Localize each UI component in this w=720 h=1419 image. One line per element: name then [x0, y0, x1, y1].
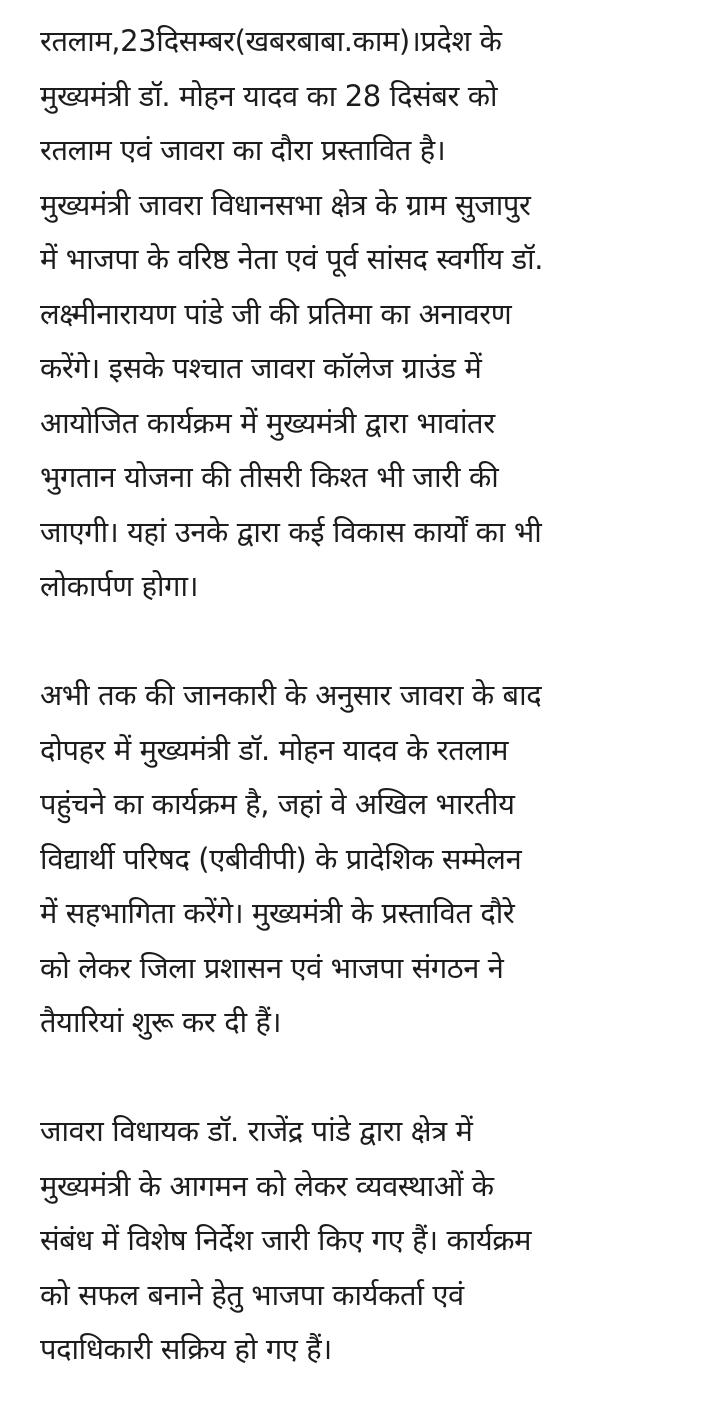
text-line: को सफल बनाने हेतु भाजपा कार्यकर्ता एवं: [40, 1277, 464, 1312]
text-line: जावरा विधायक डॉ. राजेंद्र पांडे द्वारा क्षेत्र में: [40, 1114, 473, 1148]
text-line: को लेकर जिला प्रशासन एवं भाजपा संगठन ने: [40, 950, 504, 985]
text-line: मुख्यमंत्री जावरा विधानसभा क्षेत्र के ग्राम सुजापुर: [40, 187, 531, 222]
text-line: तैयारियां शुरू कर दी हैं।: [40, 1005, 282, 1039]
text-line: आयोजित कार्यक्रम में मुख्यमंत्री द्वारा भावांतर: [40, 405, 495, 440]
text-line: विद्यार्थी परिषद (एबीवीपी) के प्रादेशिक सम्मेलन: [40, 841, 522, 876]
text-line: लोकार्पण होगा।: [40, 569, 199, 603]
text-line: दोपहर में मुख्यमंत्री डॉ. मोहन यादव के रतलाम: [40, 732, 509, 767]
text-line: करेंगे। इसके पश्चात जावरा कॉलेज ग्राउंड में: [40, 351, 482, 385]
text-line: रतलाम एवं जावरा का दौरा प्रस्तावित है।: [40, 133, 446, 167]
paragraph-3: [40, 1104, 686, 1377]
text-line: भुगतान योजना की तीसरी किश्त भी जारी की: [40, 460, 499, 494]
text-line: लक्ष्मीनारायण पांडे जी की प्रतिमा का अनावरण: [40, 296, 512, 331]
text-line: रतलाम,23दिसम्बर(खबरबाबा.काम)।प्रदेश के: [40, 24, 502, 58]
text-line: अभी तक की जानकारी के अनुसार जावरा के बाद: [40, 678, 542, 712]
text-line: मुख्यमंत्री डॉ. मोहन यादव का 28 दिसंबर को: [40, 78, 498, 113]
text-line: मुख्यमंत्री के आगमन को लेकर व्यवस्थाओं के: [40, 1168, 494, 1203]
text-line: जाएगी। यहां उनके द्वारा कई विकास कार्यों का भी: [40, 514, 542, 549]
text-line: में भाजपा के वरिष्ठ नेता एवं पूर्व सांसद स्वर्गीय डॉ.: [40, 242, 544, 276]
paragraph-1: [40, 14, 686, 614]
paragraph-spacer: [40, 614, 686, 669]
text-line: संबंध में विशेष निर्देश जारी किए गए हैं। कार्यक्रम: [40, 1223, 532, 1257]
paragraph-spacer: [40, 1050, 686, 1105]
text-line: पहुंचने का कार्यक्रम है, जहां वे अखिल भारतीय: [40, 787, 515, 821]
text-line: पदाधिकारी सक्रिय हो गए हैं।: [40, 1332, 332, 1366]
text-line: में सहभागिता करेंगे। मुख्यमंत्री के प्रस्तावित दौरे: [40, 896, 515, 930]
paragraph-2: [40, 668, 686, 1050]
